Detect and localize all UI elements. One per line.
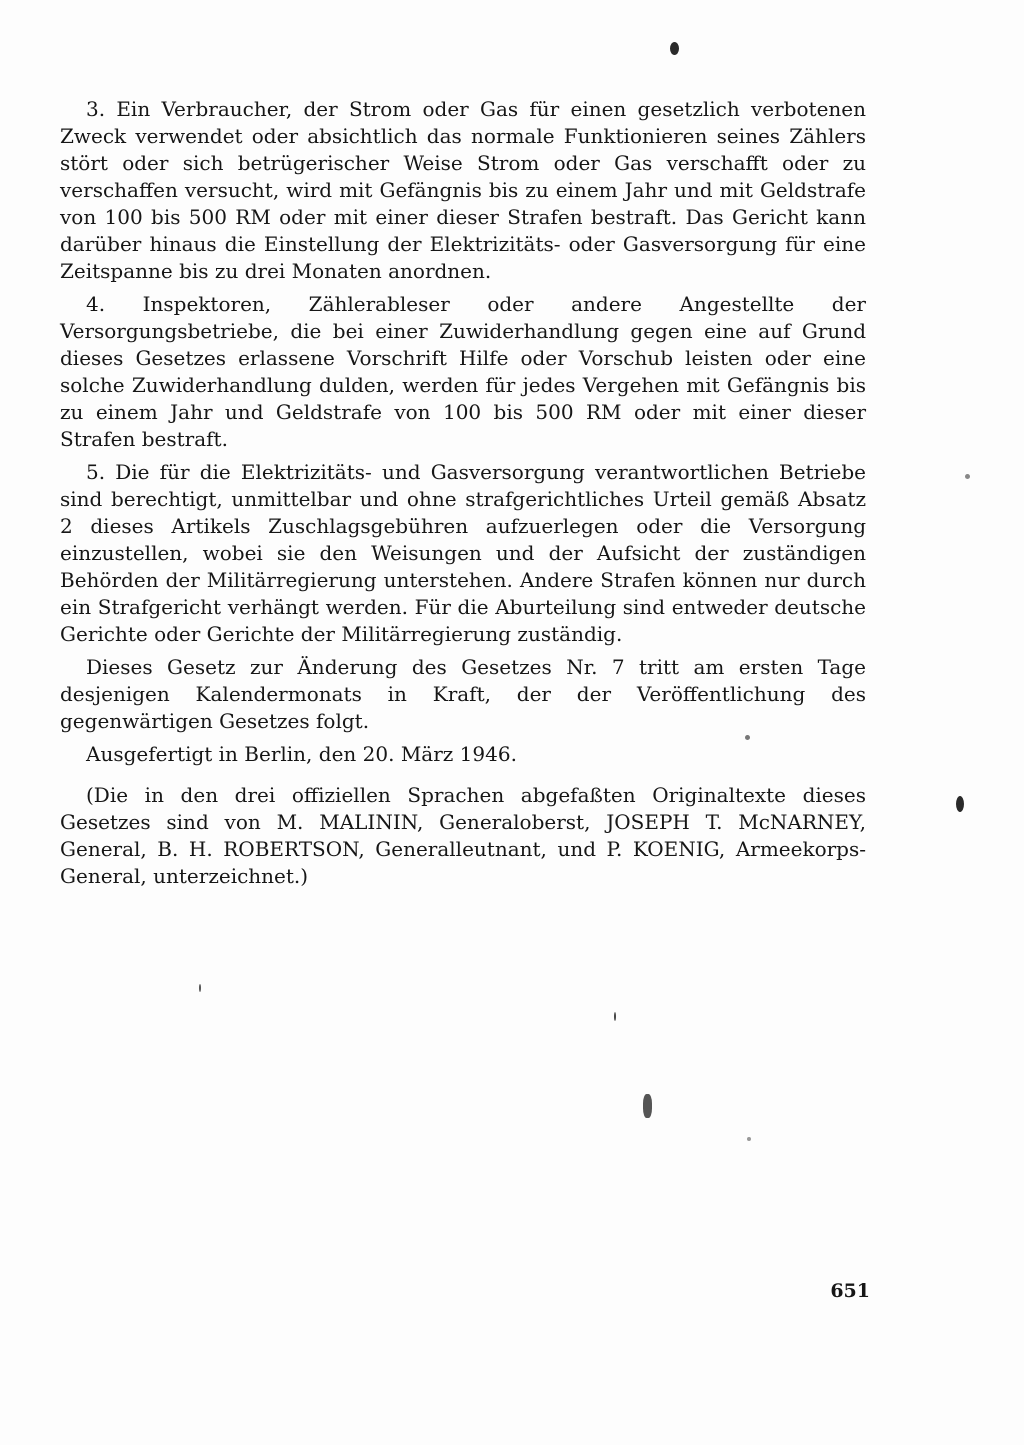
paragraph-3: 3. Ein Verbraucher, der Strom oder Gas für einen gesetzlich verbotenen Zweck verwendet oder absichtlich das normale Funktionieren seines Zählers stört oder sich betrügerischer Weise Strom oder Gas verschafft oder zu verschaffen versucht, wird mit Gefängnis bis zu einem Jahr und mit Geldstrafe von 100 bis 500 RM oder mit einer dieser Strafen bestraft. Das Gericht kann darüber hinaus die Einstellung der Elektrizitäts- oder Gasversorgung für eine Zeitspanne bis zu drei Monaten anordnen. xyxy=(60,97,866,283)
ink-speck xyxy=(956,796,964,812)
effective-date-paragraph: Dieses Gesetz zur Änderung des Gesetzes Nr. 7 tritt am ersten Tage desjenigen Kalendermonats in Kraft, der der Veröffentlichung des gegenwärtigen Gesetzes folgt. xyxy=(60,655,866,733)
paragraph-5: 5. Die für die Elektrizitäts- und Gasversorgung verantwortlichen Betriebe sind berechtigt, unmittelbar und ohne strafgerichtliches Urteil gemäß Absatz 2 dieses Artikels Zuschlagsgebühren aufzuerlegen oder die Versorgung einzustellen, wobei sie den Weisungen und der Aufsicht der zuständigen Behörden der Militärregierung unterstehen. Andere Strafen können nur durch ein Strafgericht verhängt werden. Für die Aburteilung sind entweder deutsche Gerichte oder Gerichte der Militärregierung zuständig. xyxy=(60,460,866,646)
paragraph-4: 4. Inspektoren, Zählerableser oder andere Angestellte der Versorgungsbetriebe, die bei einer Zuwiderhandlung gegen eine auf Grund dieses Gesetzes erlassene Vorschrift Hilfe oder Vorschub leisten oder eine solche Zuwiderhandlung dulden, werden für jedes Vergehen mit Gefängnis bis zu einem Jahr und Geldstrafe von 100 bis 500 RM oder mit einer dieser Strafen bestraft. xyxy=(60,292,866,451)
document-body xyxy=(60,96,866,890)
ink-speck xyxy=(199,984,201,992)
ink-speck xyxy=(643,1094,652,1118)
ink-speck xyxy=(670,42,679,55)
page-number: 651 xyxy=(830,1280,870,1302)
ink-speck xyxy=(747,1137,751,1141)
signatories-paragraph: (Die in den drei offiziellen Sprachen abgefaßten Originaltexte dieses Gesetzes sind von M. MALININ, Generaloberst, JOSEPH T. McNARNEY, General, B. H. ROBERTSON, Generalleutnant, und P. KOENIG, Armeekorps-General, unterzeichnet.) xyxy=(60,783,866,888)
ink-speck xyxy=(965,474,970,479)
issue-date-line: Ausgefertigt in Berlin, den 20. März 1946. xyxy=(86,742,517,766)
ink-speck xyxy=(614,1012,616,1021)
